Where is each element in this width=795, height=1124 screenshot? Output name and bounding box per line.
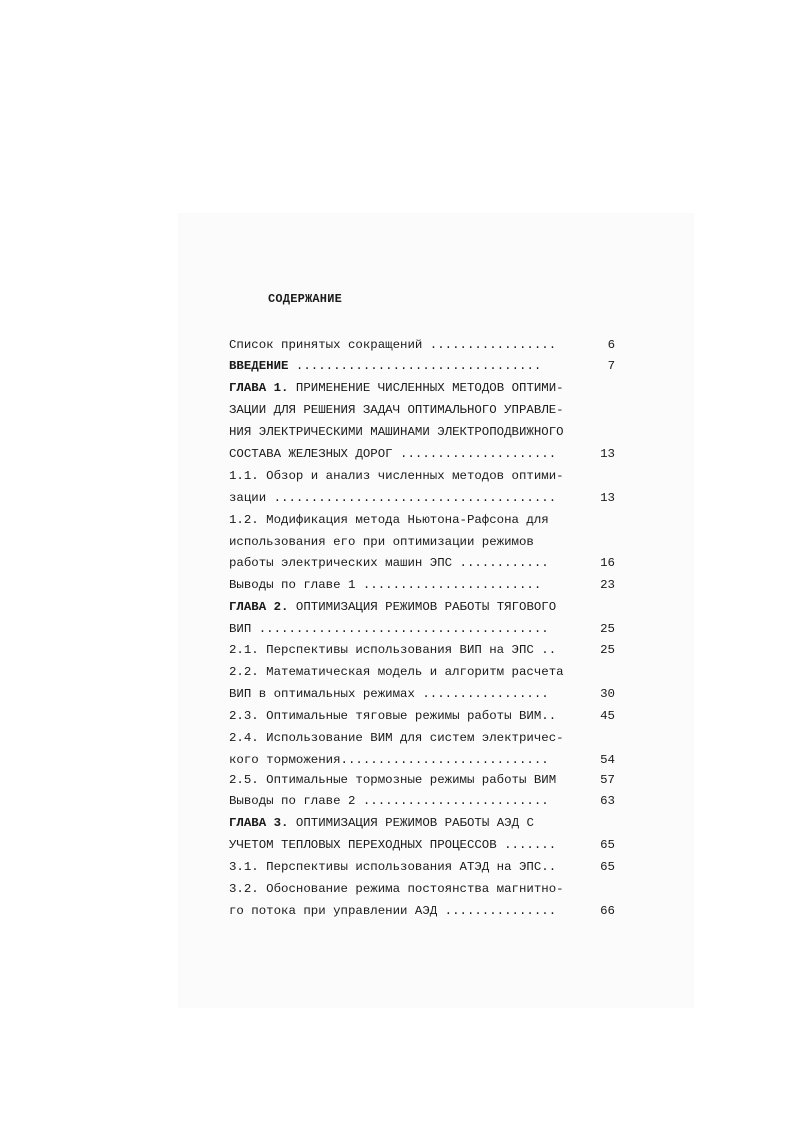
toc-page-number: 16 xyxy=(600,556,615,570)
toc-entry-label: работы электрических машин ЭПС ............ xyxy=(229,556,549,570)
toc-entry-label: кого торможения............................ xyxy=(229,753,549,767)
toc-entry-label: 2.4. Использование ВИМ для систем электричес- xyxy=(229,731,564,745)
toc-entry xyxy=(229,619,629,639)
toc-entry-text xyxy=(229,488,556,508)
toc-entry-text xyxy=(229,813,534,833)
toc-entry-text xyxy=(229,575,541,595)
toc-entry-text xyxy=(229,335,556,355)
toc-entry-text xyxy=(229,422,564,442)
toc-page-number: 57 xyxy=(600,773,615,787)
toc-entry-text xyxy=(229,684,549,704)
toc-entry-text xyxy=(229,728,564,748)
toc-entry-text xyxy=(229,770,556,790)
toc-page-number: 13 xyxy=(600,491,615,505)
toc-entry xyxy=(229,640,629,660)
toc-entry-text xyxy=(229,510,549,530)
toc-entry-label: ПРИМЕНЕНИЕ ЧИСЛЕННЫХ МЕТОДОВ ОПТИМИ- xyxy=(288,381,564,395)
toc-page-number: 7 xyxy=(607,359,615,373)
toc-entry xyxy=(229,335,629,355)
toc-page-number: 65 xyxy=(600,860,615,874)
toc-entry xyxy=(229,791,629,811)
toc-entry-label: СОСТАВА ЖЕЛЕЗНЫХ ДОРОГ ..................... xyxy=(229,447,557,461)
toc-entry-label: ЗАЦИИ ДЛЯ РЕШЕНИЯ ЗАДАЧ ОПТИМАЛЬНОГО УПРАВЛЕ- xyxy=(229,403,564,417)
toc-entry-label: ................................. xyxy=(288,359,542,373)
toc-entry-text xyxy=(229,378,564,398)
toc-entry xyxy=(229,466,629,486)
toc-entry xyxy=(229,706,629,726)
toc-entry-label: ВИП ....................................... xyxy=(229,622,549,636)
toc-entry-label: го потока при управлении АЭД ............... xyxy=(229,904,557,918)
toc-entry-text xyxy=(229,444,556,464)
toc-entry-label: Список принятых сокращений ................. xyxy=(229,338,557,352)
toc-entry xyxy=(229,422,629,442)
toc-entry xyxy=(229,879,629,899)
toc-page-number: 30 xyxy=(600,687,615,701)
toc-entry-text xyxy=(229,857,556,877)
toc-entry-text xyxy=(229,879,564,899)
toc-entry-label: 1.2. Модификация метода Ньютона-Рафсона для xyxy=(229,513,549,527)
toc-entry-label: 2.3. Оптимальные тяговые режимы работы ВИМ.. xyxy=(229,709,557,723)
toc-entry-text xyxy=(229,619,549,639)
toc-entry-heading: ВВЕДЕНИЕ xyxy=(229,359,289,373)
toc-entry xyxy=(229,378,629,398)
toc-page-number: 13 xyxy=(600,447,615,461)
toc-page-number: 66 xyxy=(600,904,615,918)
toc-entry xyxy=(229,770,629,790)
toc-entry-label: Выводы по главе 2 ......................... xyxy=(229,794,549,808)
toc-entry xyxy=(229,597,629,617)
toc-entry-text xyxy=(229,553,549,573)
toc-entry xyxy=(229,857,629,877)
toc-entry-text xyxy=(229,597,556,617)
toc-entry-text xyxy=(229,791,549,811)
toc-entry-heading: ГЛАВА 2. xyxy=(229,600,289,614)
toc-entry-text xyxy=(229,750,549,770)
toc-entry-text xyxy=(229,835,556,855)
toc-page-number: 54 xyxy=(600,753,615,767)
toc-page-number: 6 xyxy=(607,338,615,352)
toc-entry-text xyxy=(229,532,534,552)
toc-entry xyxy=(229,728,629,748)
toc-entry xyxy=(229,835,629,855)
toc-page-number: 45 xyxy=(600,709,615,723)
toc-entry xyxy=(229,510,629,530)
toc-entry xyxy=(229,532,629,552)
toc-entry-heading: ГЛАВА 3. xyxy=(229,816,289,830)
toc-entry-text xyxy=(229,466,564,486)
toc-entry-text xyxy=(229,640,556,660)
toc-entry-label: 2.2. Математическая модель и алгоритм расчета xyxy=(229,665,564,679)
toc-entry-text xyxy=(229,400,564,420)
toc-entry-label: зации ...................................... xyxy=(229,491,557,505)
toc-entry xyxy=(229,553,629,573)
toc-entry xyxy=(229,684,629,704)
toc-entry-label: использования его при оптимизации режимов xyxy=(229,535,534,549)
toc-entry xyxy=(229,901,629,921)
toc-entry xyxy=(229,400,629,420)
toc-entry-label: УЧЕТОМ ТЕПЛОВЫХ ПЕРЕХОДНЫХ ПРОЦЕССОВ ....... xyxy=(229,838,557,852)
toc-entry-label: 1.1. Обзор и анализ численных методов оптими- xyxy=(229,469,564,483)
toc-entry-heading: ГЛАВА 1. xyxy=(229,381,289,395)
toc-entry-label: НИЯ ЭЛЕКТРИЧЕСКИМИ МАШИНАМИ ЭЛЕКТРОПОДВИЖНОГО xyxy=(229,425,564,439)
toc-entry xyxy=(229,662,629,682)
toc-entry xyxy=(229,575,629,595)
toc-page-number: 23 xyxy=(600,578,615,592)
toc-entry-text xyxy=(229,706,556,726)
toc-page-number: 25 xyxy=(600,643,615,657)
toc-entry xyxy=(229,444,629,464)
toc-entry-text xyxy=(229,662,564,682)
toc-page-number: 63 xyxy=(600,794,615,808)
toc-entry xyxy=(229,813,629,833)
toc-entry-label: Выводы по главе 1 ........................ xyxy=(229,578,542,592)
toc-entry xyxy=(229,488,629,508)
toc-entry-text xyxy=(229,901,556,921)
toc-entry-label: 2.5. Оптимальные тормозные режимы работы ВИМ xyxy=(229,773,557,787)
toc-entry-label: ВИП в оптимальных режимах ................. xyxy=(229,687,549,701)
toc-page-number: 65 xyxy=(600,838,615,852)
toc-title: СОДЕРЖАНИЕ xyxy=(268,292,343,306)
toc-entry-text xyxy=(229,356,541,376)
toc-entry-label: 3.2. Обоснование режима постоянства магнитно- xyxy=(229,882,564,896)
toc-entry xyxy=(229,750,629,770)
toc-entry-label: 3.1. Перспективы использования АТЭД на ЭПС.. xyxy=(229,860,557,874)
toc-entry xyxy=(229,356,629,376)
toc-entry-label: ОПТИМИЗАЦИЯ РЕЖИМОВ РАБОТЫ ТЯГОВОГО xyxy=(288,600,557,614)
toc-entry-label: ОПТИМИЗАЦИЯ РЕЖИМОВ РАБОТЫ АЭД С xyxy=(288,816,534,830)
toc-page-number: 25 xyxy=(600,622,615,636)
toc-entry-label: 2.1. Перспективы использования ВИП на ЭПС .. xyxy=(229,643,557,657)
